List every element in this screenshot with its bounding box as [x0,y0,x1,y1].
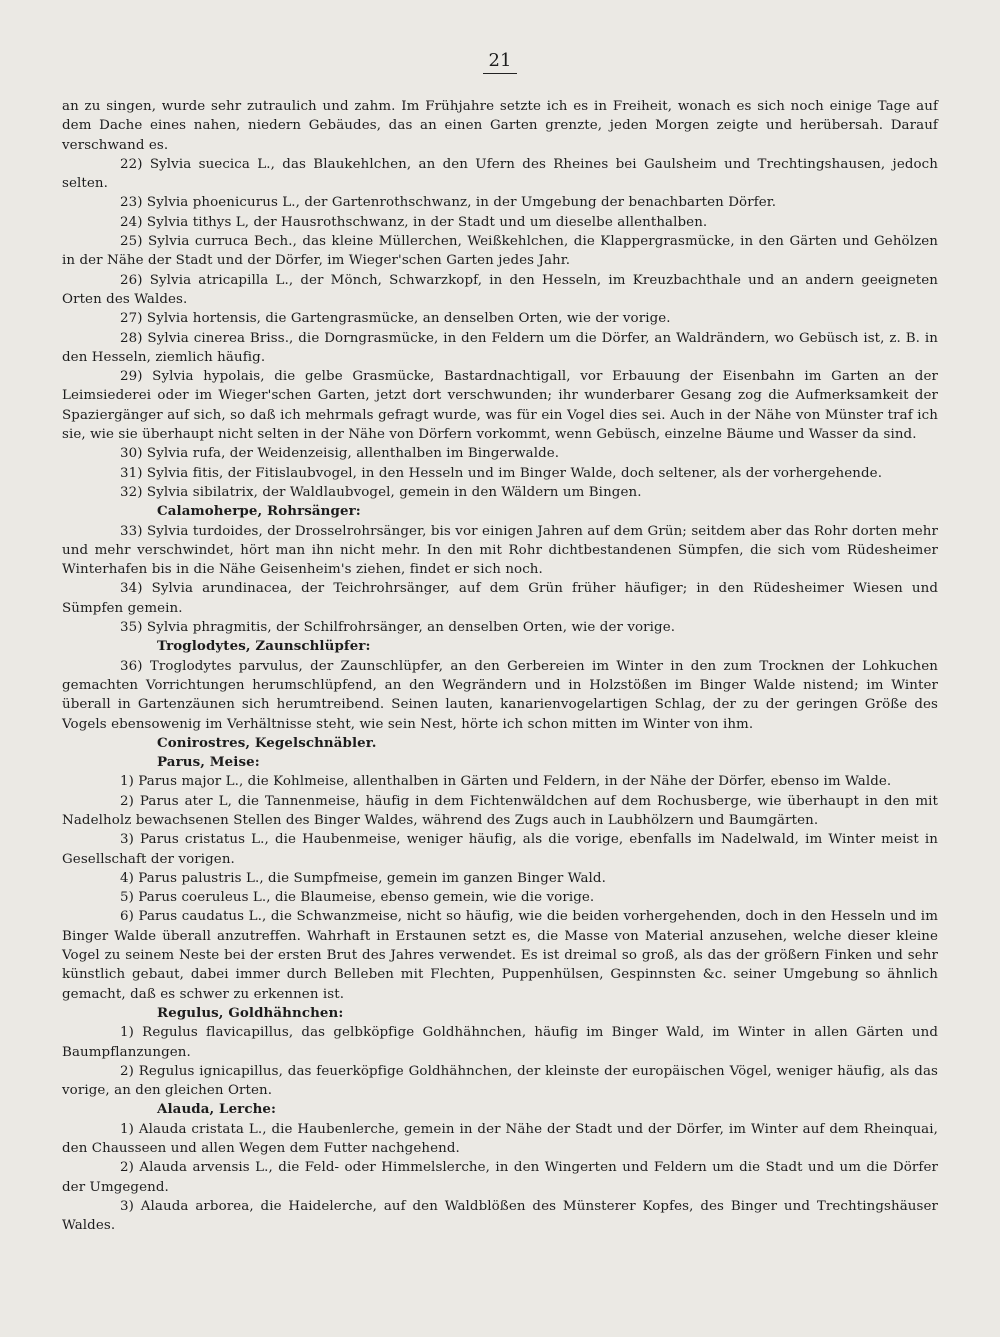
species-entry: 33) Sylvia turdoides, der Drosselrohrsänger, bis vor einigen Jahren auf dem Grün; seitdem aber das Rohr dorten mehr und mehr verschwindet, hört man ihn nicht mehr. In den mit Rohr dichtbestandenen Sümpfen, die sich vom Rüdesheimer Winterhafen bis in die Nähe Geisenheim's ziehen, findet er sich noch. [62,523,938,578]
species-entry: 24) Sylvia tithys L, der Hausrothschwanz, in der Stadt und um dieselbe allenthalben. [120,214,708,230]
species-entry: 36) Troglodytes parvulus, der Zaunschlüpfer, an den Gerbereien im Winter in den zum Trocknen der Lohkuchen gemachten Vorrichtungen herumschlüpfend, an den Wegrändern und in Holzstößen im Binger Walde nistend; im Winter überall in Gartenzäunen sich herumtreibend. Seinen lauten, kanarienvogelartigen Schlag, der zu der geringen Größe des Vogels ebensowenig im Verhältnisse steht, wie sein Nest, hörte ich schon mitten im Winter von ihm. [62,658,938,732]
species-entry: 1) Regulus flavicapillus, das gelbköpfige Goldhähnchen, häufig im Binger Wald, im Winter in allen Gärten und Baumpflanzungen. [62,1025,938,1060]
document-body [62,97,938,1236]
species-entry: 1) Parus major L., die Kohlmeise, allenthalben in Gärten und Feldern, in der Nähe der Dörfer, ebenso im Walde. [120,774,892,790]
paragraph: an zu singen, wurde sehr zutraulich und zahm. Im Frühjahre setzte ich es in Freiheit, wonach es sich noch einige Tage auf dem Dache eines nahen, niedern Gebäudes, das an einen Garten grenzte, jeden Morgen zeigte und herübersah. Darauf verschwand es. [62,99,938,153]
species-entry: 2) Parus ater L, die Tannenmeise, häufig in dem Fichtenwäldchen auf dem Rochusberge, wie überhaupt in den mit Nadelholz bewachsenen Stellen des Binger Waldes, während des Zugs auch in Laubhölzern und Baumgärten. [62,793,938,828]
species-entry: 27) Sylvia hortensis, die Gartengrasmücke, an denselben Orten, wie der vorige. [120,311,671,327]
section-heading: Troglodytes, Zaunschlüpfer: [157,638,371,655]
section-heading: Calamoherpe, Rohrsänger: [157,503,361,520]
species-entry: 28) Sylvia cinerea Briss., die Dorngrasmücke, in den Feldern um die Dörfer, an Waldrändern, wo Gebüsch ist, z. B. in den Hesseln, ziemlich häufig. [62,330,938,365]
species-entry: 4) Parus palustris L., die Sumpfmeise, gemein im ganzen Binger Wald. [120,870,606,886]
species-entry: 25) Sylvia curruca Bech., das kleine Müllerchen, Weißkehlchen, die Klappergrasmücke, in den Gärten und Gehölzen in der Nähe der Stadt und der Dörfer, im Wieger'schen Garten jedes Jahr. [62,234,938,269]
page-number: 21 [483,50,518,74]
species-entry: 1) Alauda cristata L., die Haubenlerche, gemein in der Nähe der Stadt und der Dörfer, im Winter auf dem Rheinquai, den Chausseen und allen Wegen dem Futter nachgehend. [62,1121,938,1157]
section-heading: Alauda, Lerche: [157,1101,277,1118]
species-entry: 29) Sylvia hypolais, die gelbe Grasmücke, Bastardnachtigall, vor Erbauung der Eisenbahn im Garten an der Leimsiederei oder im Wieger'schen Garten, jetzt dort verschwunden; ihr wunderbarer Gesang zog die Aufmerksamkeit der Spaziergänger auf sich, so daß ich mehrmals gefragt wurde, was für ein Vogel dies sei. Auch in der Nähe von Münster traf ich sie, wie sie überhaupt nicht selten in der Nähe von Dörfern vorkommt, wenn Gebüsch, einzelne Bäume und Wasser da sind. [62,369,938,443]
species-entry: 32) Sylvia sibilatrix, der Waldlaubvogel, gemein in den Wäldern um Bingen. [120,484,642,500]
section-heading: Regulus, Goldhähnchen: [157,1004,344,1021]
species-entry: 3) Parus cristatus L., die Haubenmeise, weniger häufig, als die vorige, ebenfalls im Nadelwald, im Winter meist in Gesellschaft der vorigen. [62,832,938,867]
species-entry: 2) Regulus ignicapillus, das feuerköpfige Goldhähnchen, der kleinste der europäischen Vögel, weniger häufig, als das vorige, an den gleichen Orten. [62,1063,938,1099]
species-entry: 34) Sylvia arundinacea, der Teichrohrsänger, auf dem Grün früher häufiger; in den Rüdesheimer Wiesen und Sümpfen gemein. [62,581,938,616]
species-entry: 30) Sylvia rufa, der Weidenzeisig, allenthalben im Bingerwalde. [120,446,560,462]
species-entry: 23) Sylvia phoenicurus L., der Gartenrothschwanz, in der Umgebung der benachbarten Dörfer. [120,195,777,211]
section-heading: Conirostres, Kegelschnäbler. [157,734,377,751]
section-heading: Parus, Meise: [157,754,260,771]
page-header [0,50,1000,74]
species-entry: 26) Sylvia atricapilla L., der Mönch, Schwarzkopf, in den Hesseln, im Kreuzbachthale und an andern geeigneten Orten des Waldes. [62,272,938,307]
species-entry: 31) Sylvia fitis, der Fitislaubvogel, in den Hesseln und im Binger Walde, doch seltener, als der vorhergehende. [120,465,883,481]
species-entry: 6) Parus caudatus L., die Schwanzmeise, nicht so häufig, wie die beiden vorhergehenden, doch in den Hesseln und im Binger Walde überall anzutreffen. Wahrhaft in Erstaunen setzt es, die Masse von Material anzusehen, welche dieser kleine Vogel zu seinem Neste bei der ersten Brut des Jahres verwendet. Es ist dreimal so groß, als das der größern Finken und sehr künstlich gebaut, dabei immer durch Belleben mit Flechten, Puppenhülsen, Gespinnsten &c. seiner Umgebung so ähnlich gemacht, daß es schwer zu erkennen ist. [62,909,938,1002]
species-entry: 3) Alauda arborea, die Haidelerche, auf den Waldblößen des Münsterer Kopfes, des Binger und Trechtingshäuser Waldes. [62,1198,938,1234]
species-entry: 2) Alauda arvensis L., die Feld- oder Himmelslerche, in den Wingerten und Feldern um die Stadt und um die Dörfer der Umgegend. [62,1160,938,1195]
species-entry: 35) Sylvia phragmitis, der Schilfrohrsänger, an denselben Orten, wie der vorige. [120,620,676,636]
species-entry: 22) Sylvia suecica L., das Blaukehlchen, an den Ufern des Rheines bei Gaulsheim und Trechtingshausen, jedoch selten. [62,156,938,192]
species-entry: 5) Parus coeruleus L., die Blaumeise, ebenso gemein, wie die vorige. [120,890,595,906]
